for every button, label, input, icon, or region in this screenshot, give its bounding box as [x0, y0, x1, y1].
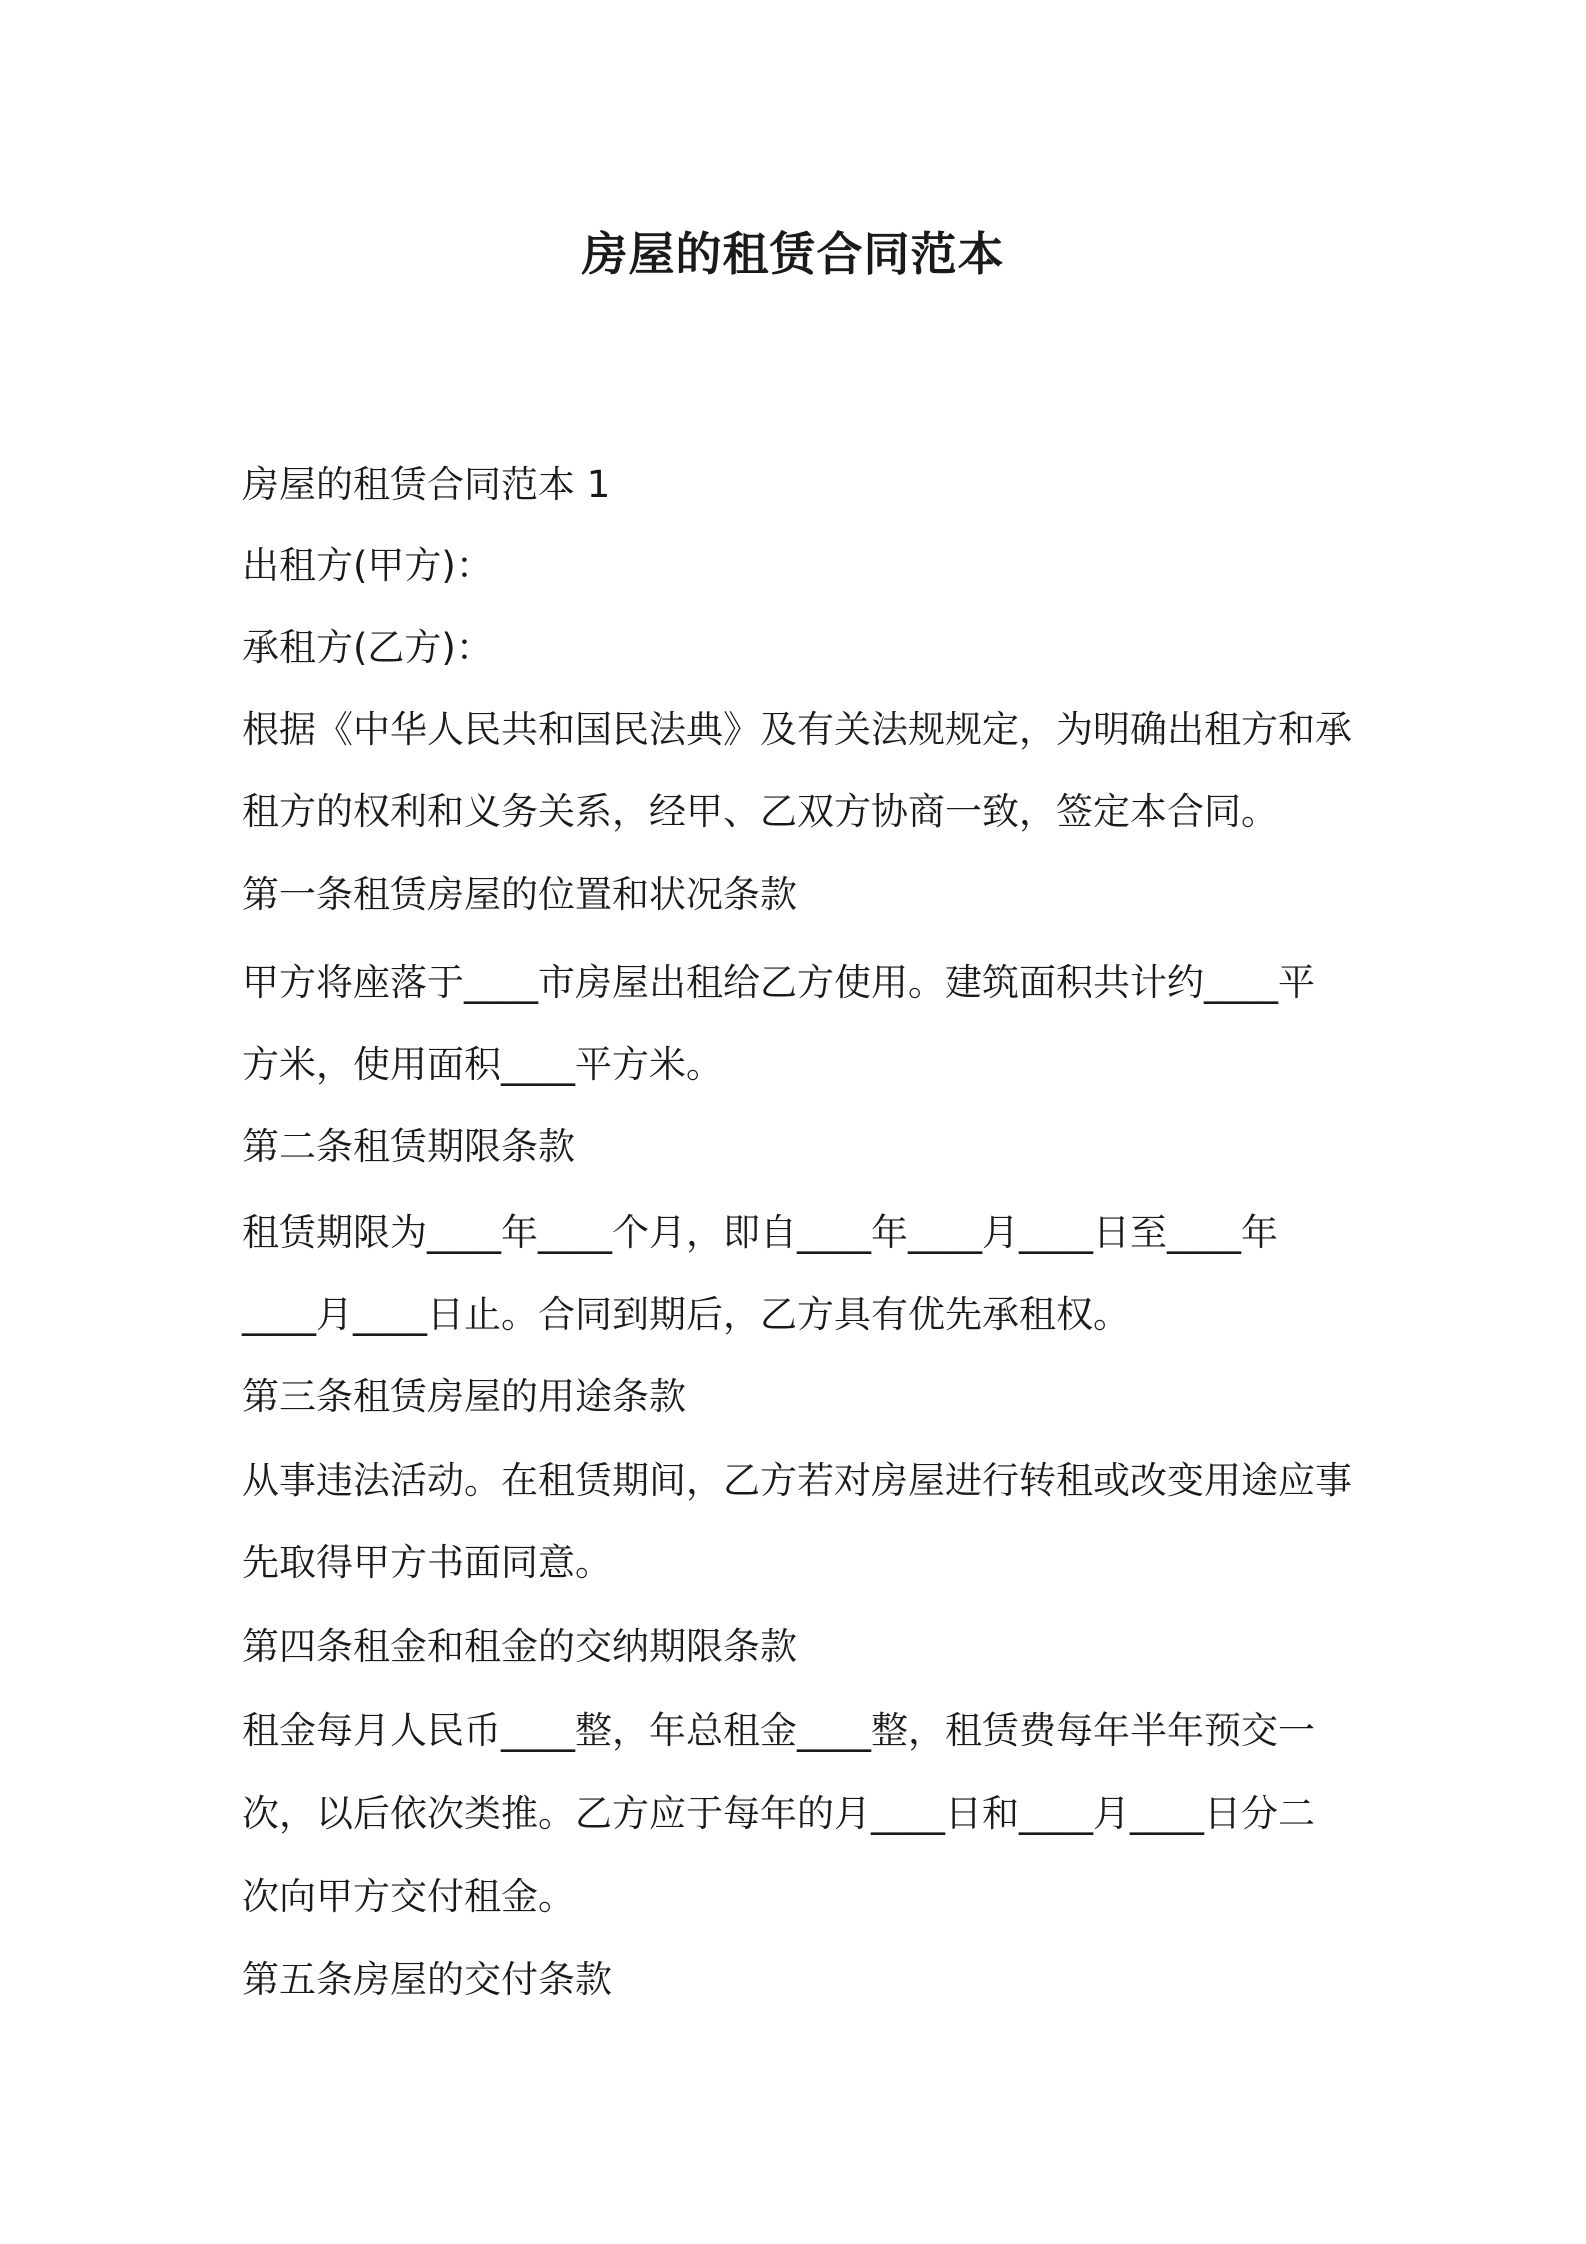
article-1-line-1: 甲方将座落于____市房屋出租给乙方使用。建筑面积共计约____平 [242, 961, 1315, 1004]
article-1-line-2: 方米，使用面积____平方米。 [242, 1043, 723, 1086]
article-4-line-2: 次，以后依次类推。乙方应于每年的月____日和____月____日分二 [242, 1792, 1315, 1835]
article-3-heading: 第三条租赁房屋的用途条款 [242, 1375, 686, 1418]
preamble-line-2: 租方的权利和义务关系，经甲、乙双方协商一致，签定本合同。 [242, 790, 1278, 833]
article-3-line-2: 先取得甲方书面同意。 [242, 1541, 612, 1584]
article-3-line-1: 从事违法活动。在租赁期间，乙方若对房屋进行转租或改变用途应事 [242, 1459, 1352, 1502]
article-2-line-2: ____月____日止。合同到期后，乙方具有优先承租权。 [242, 1293, 1130, 1336]
article-4-line-3: 次向甲方交付租金。 [242, 1875, 575, 1918]
article-5-heading: 第五条房屋的交付条款 [242, 1958, 612, 2001]
document-title: 房屋的租赁合同范本 [581, 227, 1005, 281]
article-4-line-1: 租金每月人民币____整，年总租金____整，租赁费每年半年预交一 [242, 1709, 1315, 1752]
lessee-line: 承租方(乙方)： [242, 626, 493, 669]
article-2-line-1: 租赁期限为____年____个月，即自____年____月____日至____年 [242, 1211, 1278, 1254]
article-2-heading: 第二条租赁期限条款 [242, 1125, 575, 1168]
article-1-heading: 第一条租赁房屋的位置和状况条款 [242, 873, 797, 916]
article-4-heading: 第四条租金和租金的交纳期限条款 [242, 1625, 797, 1668]
preamble-line-1: 根据《中华人民共和国民法典》及有关法规规定，为明确出租方和承 [242, 708, 1352, 751]
lessor-line: 出租方(甲方)： [242, 544, 493, 587]
contract-heading: 房屋的租赁合同范本 1 [242, 463, 611, 506]
